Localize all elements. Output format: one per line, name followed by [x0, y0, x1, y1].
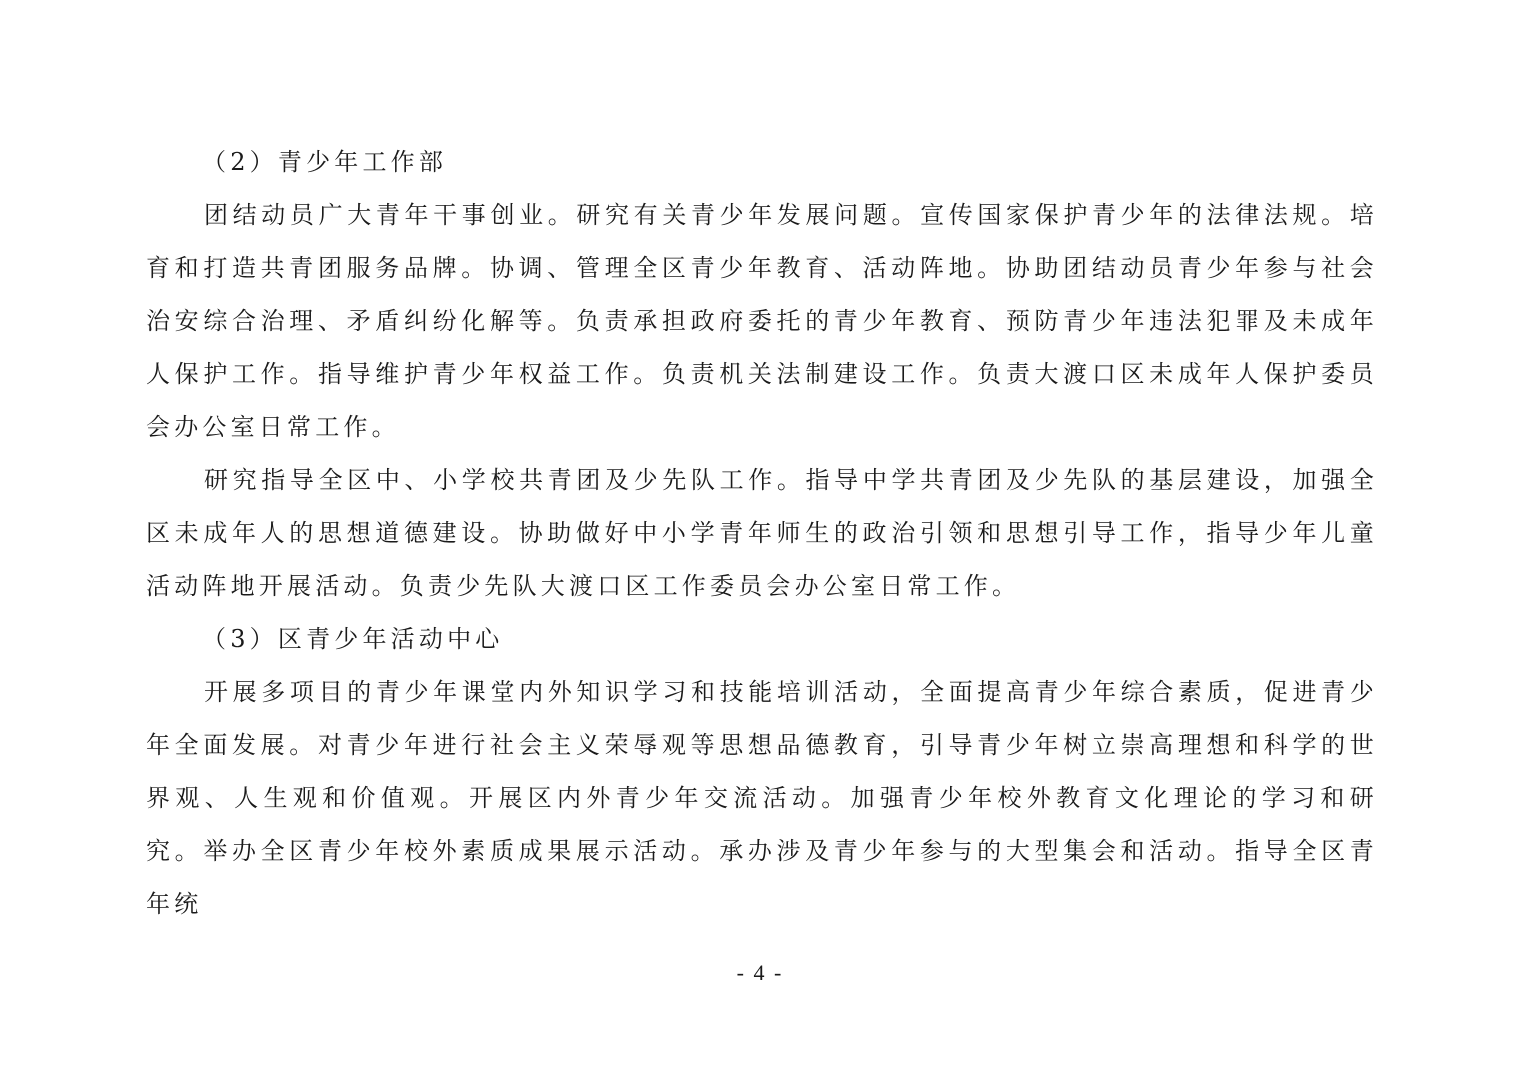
page-number: - 4 -	[736, 960, 784, 985]
paragraph-youth-work-duties: 团结动员广大青年干事创业。研究有关青少年发展问题。宣传国家保护青少年的法律法规。培育和打造共青团服务品牌。协调、管理全区青少年教育、活动阵地。协助团结动员青少年参与社会治安综合治理、矛盾纠纷化解等。负责承担政府委托的青少年教育、预防青少年违法犯罪及未成年人保护工作。指导维护青少年权益工作。负责机关法制建设工作。负责大渡口区未成年人保护委员会办公室日常工作。	[146, 201, 1378, 441]
section-heading-youth-work-department: （2）青少年工作部	[202, 148, 448, 176]
paragraph-activity-center-duties: 开展多项目的青少年课堂内外知识学习和技能培训活动，全面提高青少年综合素质，促进青少年全面发展。对青少年进行社会主义荣辱观等思想品德教育，引导青少年树立崇高理想和科学的世界观、人生观和价值观。开展区内外青少年交流活动。加强青少年校外教育文化理论的学习和研究。举办全区青少年校外素质成果展示活动。承办涉及青少年参与的大型集会和活动。指导全区青年统	[146, 678, 1378, 918]
section-heading-youth-activity-center: （3）区青少年活动中心	[202, 625, 504, 653]
paragraph-school-league-work: 研究指导全区中、小学校共青团及少先队工作。指导中学共青团及少先队的基层建设，加强全区未成年人的思想道德建设。协助做好中小学青年师生的政治引领和思想引导工作，指导少年儿童活动阵地开展活动。负责少先队大渡口区工作委员会办公室日常工作。	[146, 466, 1378, 600]
page-content	[146, 136, 1378, 931]
